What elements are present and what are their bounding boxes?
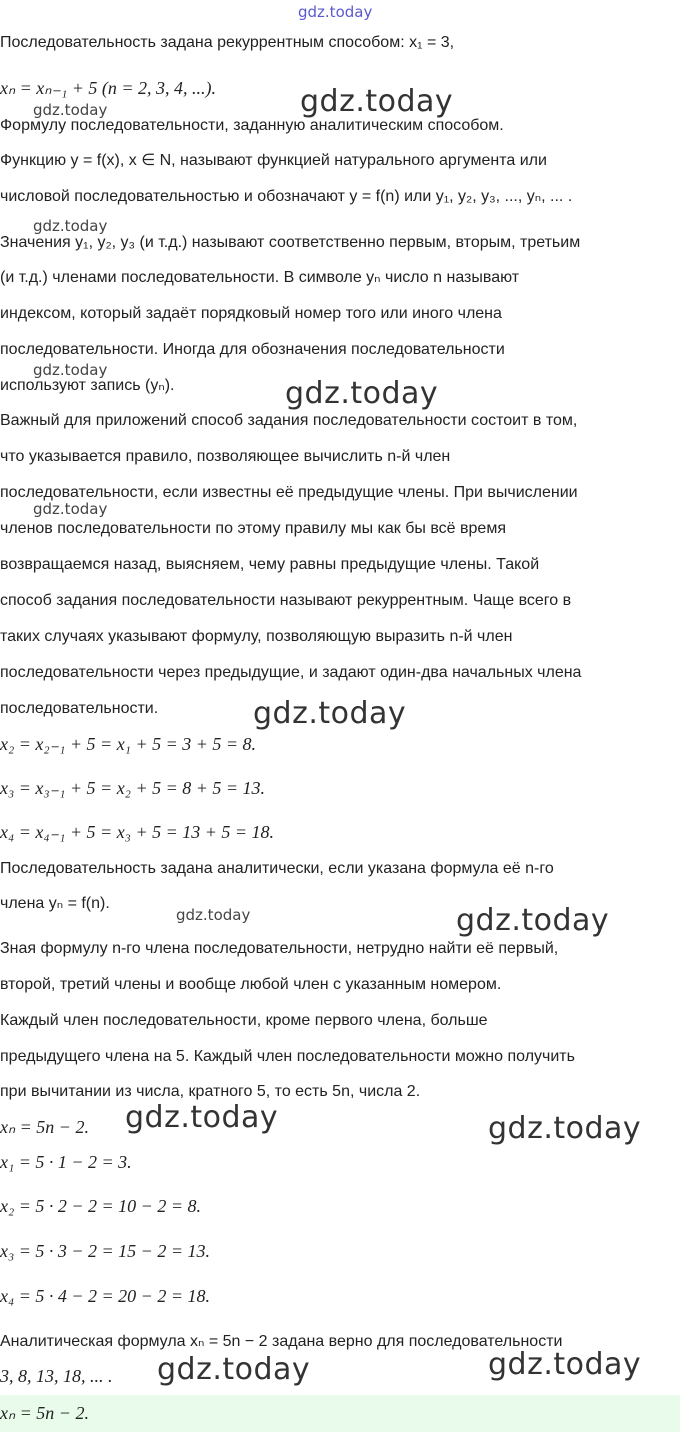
watermark: gdz.today bbox=[157, 1352, 311, 1387]
text-line: Зная формулу n-го члена последовательности, нетрудно найти её первый, bbox=[0, 940, 559, 957]
text-line: возвращаемся назад, выясняем, чему равны предыдущие члены. Такой bbox=[0, 556, 540, 573]
watermark: gdz.today bbox=[285, 376, 439, 411]
text-line: Последовательность задана аналитически, если указана формула её n-го bbox=[0, 860, 554, 877]
text-line: Важный для приложений способ задания последовательности состоит в том, bbox=[0, 412, 578, 429]
formula-line: x₁ = 5 · 1 − 2 = 3. bbox=[0, 1152, 132, 1172]
formula-line: x₄ = x₄₋₁ + 5 = x₃ + 5 = 13 + 5 = 18. bbox=[0, 822, 275, 842]
watermark: gdz.today bbox=[125, 1100, 279, 1135]
text-line: что указывается правило, позволяющее вычислить n-й член bbox=[0, 448, 451, 465]
text-line: Значения y₁, y₂, y₃ (и т.д.) называют соответственно первым, вторым, третьим bbox=[0, 234, 581, 251]
formula-line: xₙ = xₙ₋₁ + 5 (n = 2, 3, 4, ...). bbox=[0, 78, 217, 98]
watermark: gdz.today bbox=[300, 84, 454, 119]
answer-formula: xₙ = 5n − 2. bbox=[0, 1403, 89, 1423]
text-line: членов последовательности по этому правилу мы как бы всё время bbox=[0, 520, 506, 537]
text-line: числовой последовательностью и обозначают y = f(n) или y₁, y₂, y₃, ..., yₙ, ... . bbox=[0, 188, 573, 205]
text-line: предыдущего члена на 5. Каждый член последовательности можно получить bbox=[0, 1048, 575, 1065]
watermark-top: gdz.today bbox=[298, 3, 373, 21]
watermark: gdz.today bbox=[456, 903, 610, 938]
watermark: gdz.today bbox=[33, 361, 108, 379]
answer-box bbox=[0, 1395, 680, 1432]
text-line: члена yₙ = f(n). bbox=[0, 895, 110, 912]
formula-line: xₙ = 5n − 2. bbox=[0, 1117, 89, 1137]
text-line: таких случаях указывают формулу, позволяющую выразить n-й член bbox=[0, 628, 513, 645]
watermark: gdz.today bbox=[488, 1111, 642, 1146]
formula-line: x₂ = 5 · 2 − 2 = 10 − 2 = 8. bbox=[0, 1196, 201, 1216]
watermark: gdz.today bbox=[488, 1347, 642, 1382]
formula-line: 3, 8, 13, 18, ... . bbox=[0, 1366, 113, 1386]
text-line: (и т.д.) членами последовательности. В символе yₙ число n называют bbox=[0, 269, 520, 286]
formula-line: x₄ = 5 · 4 − 2 = 20 − 2 = 18. bbox=[0, 1286, 210, 1306]
text-line: второй, третий члены и вообще любой член с указанным номером. bbox=[0, 976, 502, 993]
text-line: последовательности через предыдущие, и задают один-два начальных члена bbox=[0, 664, 582, 681]
text-line: Каждый член последовательности, кроме первого члена, больше bbox=[0, 1012, 488, 1029]
text-line: при вычитании из числа, кратного 5, то есть 5n, числа 2. bbox=[0, 1083, 421, 1100]
watermark: gdz.today bbox=[33, 500, 108, 518]
text-line: последовательности. Иногда для обозначения последовательности bbox=[0, 341, 505, 358]
text-line: индексом, который задаёт порядковый номер того или иного члена bbox=[0, 305, 502, 322]
text-line: Аналитическая формула xₙ = 5n − 2 задана верно для последовательности bbox=[0, 1333, 563, 1350]
text-line: последовательности, если известны её предыдущие члены. При вычислении bbox=[0, 484, 578, 501]
formula-line: x₂ = x₂₋₁ + 5 = x₁ + 5 = 3 + 5 = 8. bbox=[0, 734, 257, 754]
text-line: Последовательность задана рекуррентным способом: x₁ = 3, bbox=[0, 34, 455, 51]
text-line: используют запись (yₙ). bbox=[0, 377, 175, 394]
watermark: gdz.today bbox=[176, 906, 251, 924]
formula-line: x₃ = 5 · 3 − 2 = 15 − 2 = 13. bbox=[0, 1241, 210, 1261]
watermark: gdz.today bbox=[33, 217, 108, 235]
watermark: gdz.today bbox=[33, 101, 108, 119]
text-line: способ задания последовательности называют рекуррентным. Чаще всего в bbox=[0, 592, 572, 609]
formula-line: x₃ = x₃₋₁ + 5 = x₂ + 5 = 8 + 5 = 13. bbox=[0, 778, 266, 798]
watermark: gdz.today bbox=[253, 696, 407, 731]
text-line: Формулу последовательности, заданную аналитическим способом. bbox=[0, 117, 504, 134]
text-line: последовательности. bbox=[0, 700, 159, 717]
text-line: Функцию y = f(x), x ∈ N, называют функцией натурального аргумента или bbox=[0, 152, 547, 169]
